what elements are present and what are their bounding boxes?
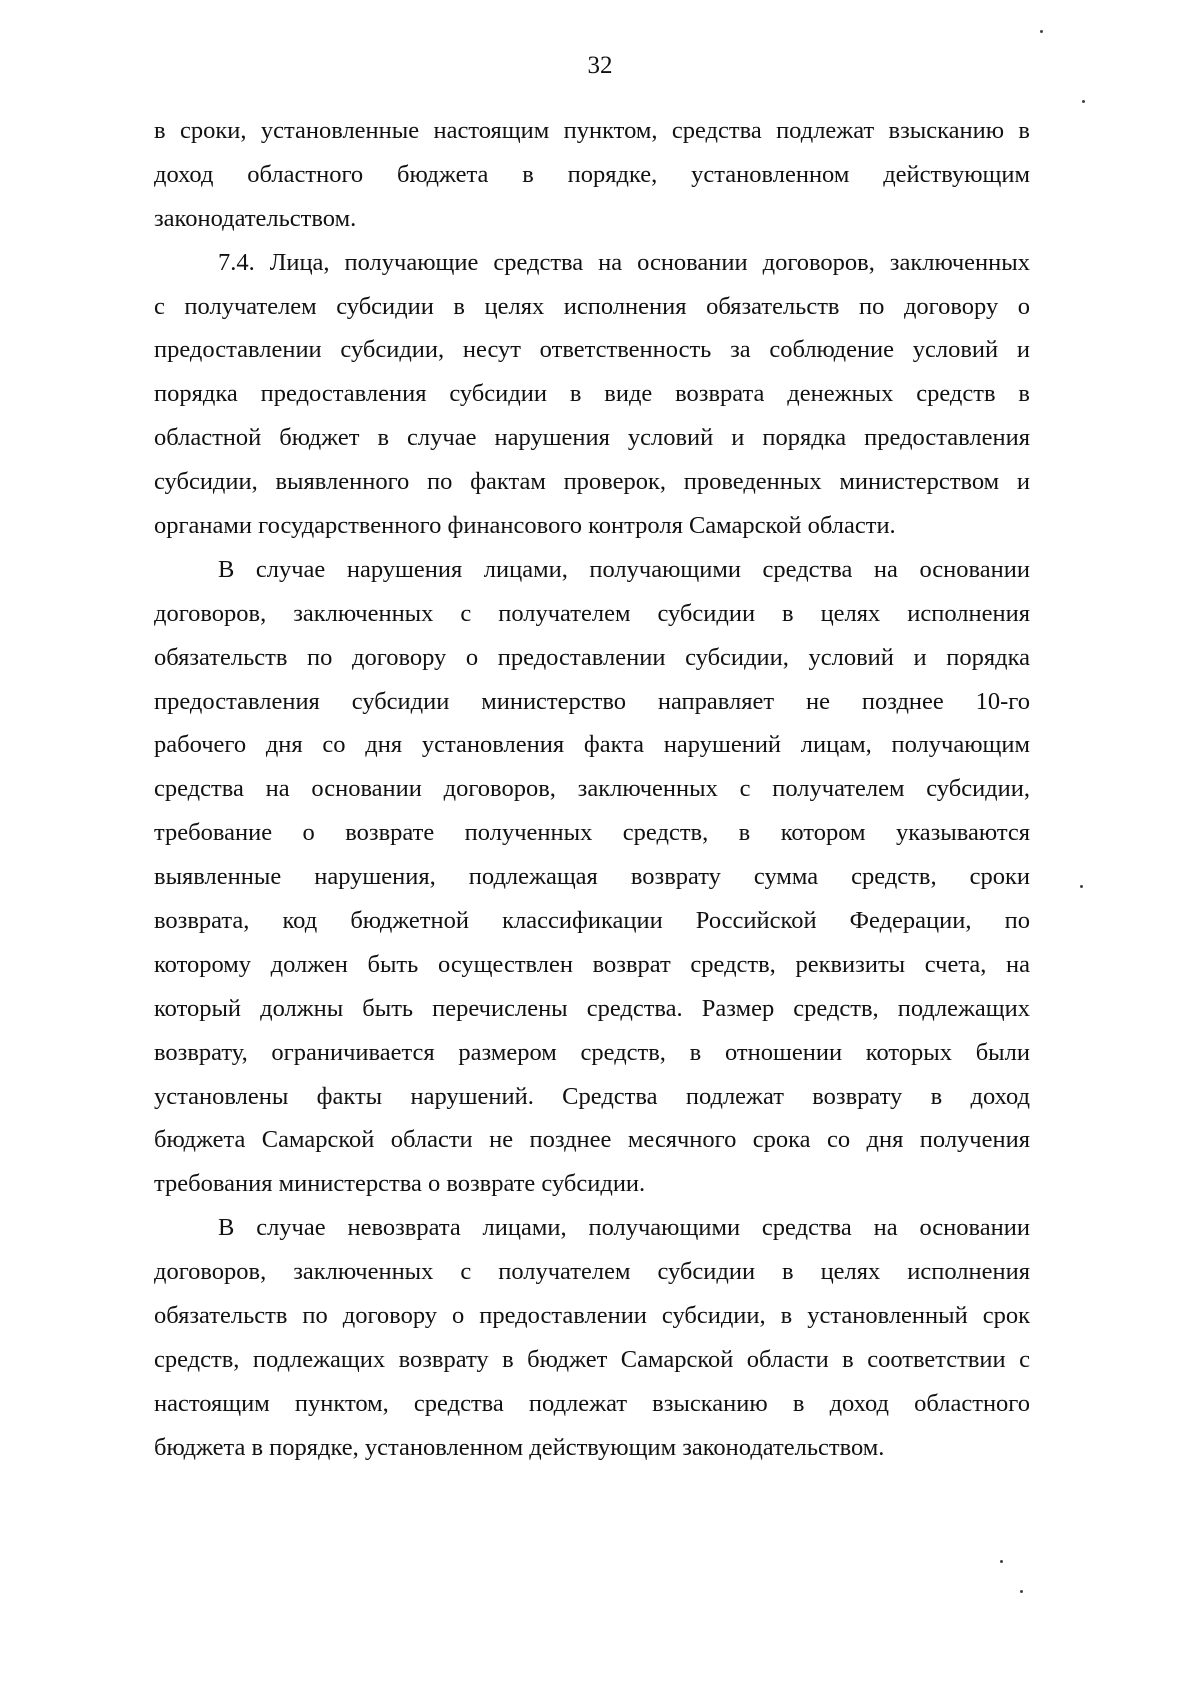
text-line: возврату, ограничивается размером средств, в отношении которых были [154,1038,1030,1066]
scan-speck [1082,100,1085,103]
text-line: предоставлении субсидии, несут ответственность за соблюдение условий и [154,336,1030,364]
paragraph [154,548,1030,1206]
text-line: договоров, заключенных с получателем субсидии в целях исполнения [154,1258,1030,1286]
text-line: средства на основании договоров, заключенных с получателем субсидии, [154,775,1030,803]
paragraph [154,241,1030,548]
text-line: предоставления субсидии министерство направляет не позднее 10-го [154,687,1030,715]
document-body [154,109,1030,1470]
text-line: выявленные нарушения, подлежащая возврату сумма средств, сроки [154,863,1030,891]
text-line: в сроки, установленные настоящим пунктом, средства подлежат взысканию в [154,117,1030,144]
scan-speck [1040,30,1043,33]
text-line: доход областного бюджета в порядке, установленном действующим [154,160,1030,188]
text-line: установлены факты нарушений. Средства подлежат возврату в доход [154,1082,1030,1110]
text-line: требования министерства о возврате субсидии. [154,1170,646,1198]
page-number: 32 [587,52,613,79]
text-line: обязательств по договору о предоставлении субсидии, в установленный срок [154,1302,1030,1330]
paragraph [154,1206,1030,1469]
text-line: бюджета Самарской области не позднее месячного срока со дня получения [154,1126,1030,1154]
paragraph [154,109,1030,241]
scan-speck [1020,1590,1023,1593]
text-line: законодательством. [154,204,357,232]
scan-speck [1000,1560,1003,1563]
text-line: органами государственного финансового контроля Самарской области. [154,512,896,540]
text-line: В случае нарушения лицами, получающими средства на основании [218,555,1030,583]
text-line: В случае невозврата лицами, получающими средства на основании [218,1214,1030,1242]
scan-speck [1080,885,1083,888]
text-line: порядка предоставления субсидии в виде возврата денежных средств в [154,380,1030,408]
text-line: обязательств по договору о предоставлении субсидии, условий и порядка [154,643,1030,671]
text-line: субсидии, выявленного по фактам проверок, проведенных министерством и [154,468,1030,496]
text-line: возврата, код бюджетной классификации Российской Федерации, по [154,907,1030,935]
text-line: 7.4. Лица, получающие средства на основании договоров, заключенных [218,248,1030,276]
text-line: требование о возврате полученных средств, в котором указываются [154,819,1030,847]
text-line: средств, подлежащих возврату в бюджет Самарской области в соответствии с [154,1345,1030,1373]
text-line: который должны быть перечислены средства. Размер средств, подлежащих [154,994,1030,1022]
text-line: областной бюджет в случае нарушения условий и порядка предоставления [154,424,1030,452]
text-line: настоящим пунктом, средства подлежат взысканию в доход областного [154,1389,1030,1417]
text-line: договоров, заключенных с получателем субсидии в целях исполнения [154,599,1030,627]
text-line: которому должен быть осуществлен возврат средств, реквизиты счета, на [154,950,1030,978]
text-line: бюджета в порядке, установленном действующим законодательством. [154,1433,885,1461]
text-line: с получателем субсидии в целях исполнения обязательств по договору о [154,292,1030,320]
text-line: рабочего дня со дня установления факта нарушений лицам, получающим [154,731,1030,759]
